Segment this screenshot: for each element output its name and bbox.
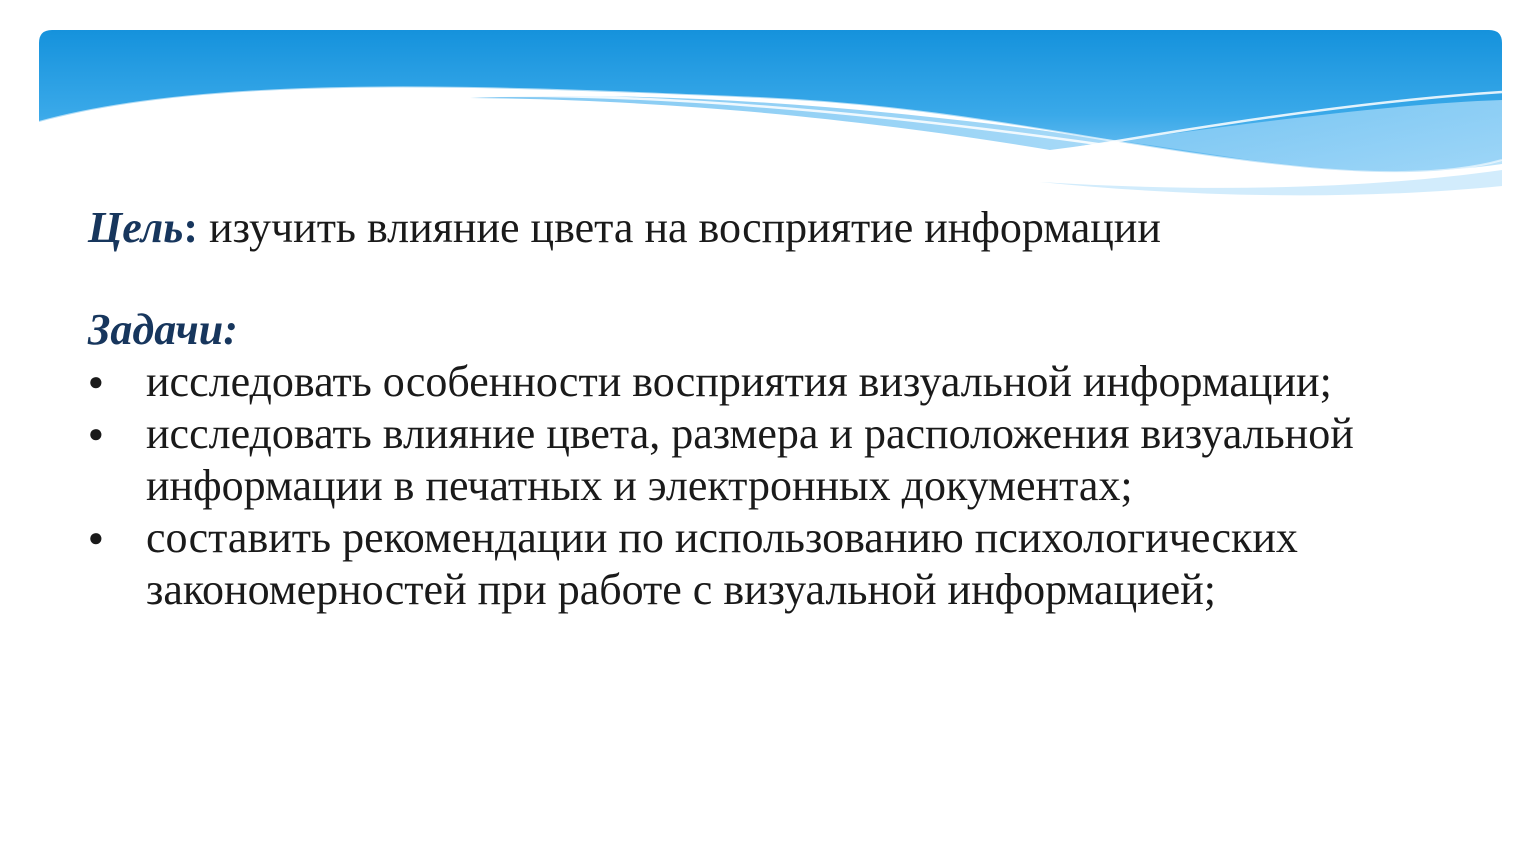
task-item-text: исследовать влияние цвета, размера и расположения визуальной информации в печатных и электронных документах; [146,409,1354,510]
slide-content [88,196,1508,616]
bullet-icon: ● [88,367,104,396]
task-item-text: составить рекомендации по использованию психологических закономерностей при работе с визуальной информацией; [146,513,1298,614]
tasks-heading [88,304,1508,356]
tasks-heading-label: Задачи: [88,305,238,354]
goal-label: Цель [88,203,184,252]
task-item [88,356,1508,408]
goal-colon: : [183,203,199,252]
task-item [88,512,1508,616]
task-list [88,356,1508,616]
bullet-icon: ● [88,523,104,552]
bullet-icon: ● [88,419,104,448]
task-item-text: исследовать особенности восприятия визуальной информации; [146,357,1332,406]
goal-text: изучить влияние цвета на восприятие информации [198,203,1161,252]
task-item [88,408,1508,512]
header-wave-decoration [0,0,1540,220]
goal-line [88,196,1508,260]
